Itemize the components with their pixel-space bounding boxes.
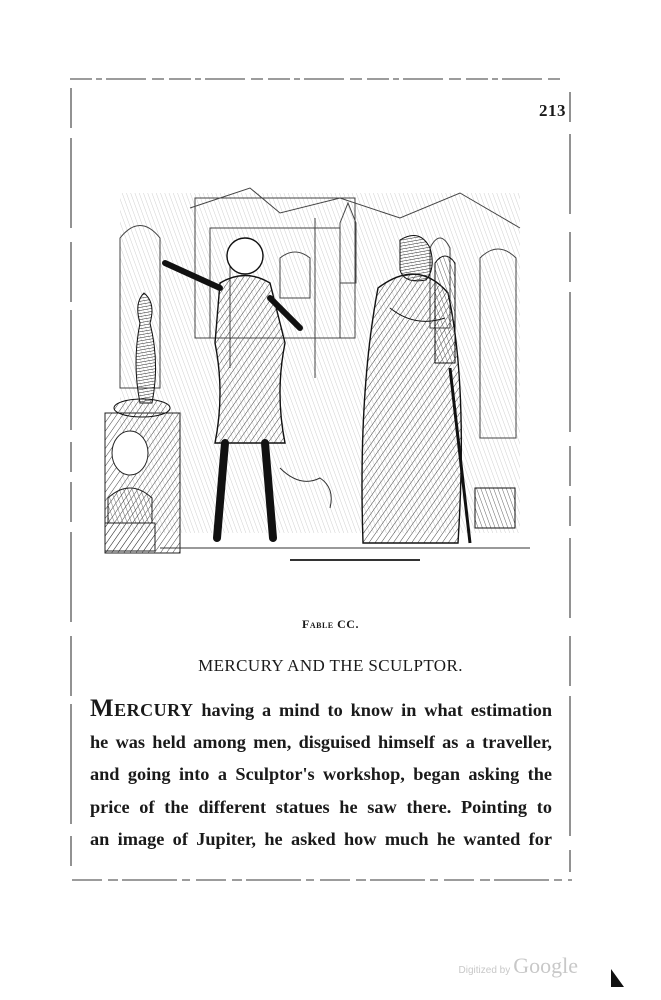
engraving-illustration <box>100 168 535 568</box>
watermark-brand: Google <box>513 953 578 978</box>
body-line-1 <box>90 693 552 726</box>
dropcap-word: Mercury <box>90 695 194 722</box>
body-line-4: price of the different statues he saw there. Pointing to <box>90 796 552 817</box>
body-line-1-text: having a mind to know in what estimation <box>193 700 552 720</box>
fable-title: MERCURY AND THE SCULPTOR. <box>198 656 463 675</box>
page-number: 213 <box>539 101 566 120</box>
digitization-watermark <box>459 953 578 979</box>
body-line-2: he was held among men, disguised himself as a traveller, <box>90 732 552 753</box>
watermark-prefix: Digitized by <box>458 965 511 976</box>
body-line-3: and going into a Sculptor's workshop, began asking the <box>90 764 552 785</box>
fable-body <box>90 693 552 855</box>
fable-number <box>0 617 661 632</box>
fable-number-prefix: Fable <box>302 617 334 631</box>
body-line-5: an image of Jupiter, he asked how much he wanted for <box>90 828 552 849</box>
fable-number-suffix: CC. <box>333 617 359 631</box>
scan-corner-mark <box>611 969 624 987</box>
